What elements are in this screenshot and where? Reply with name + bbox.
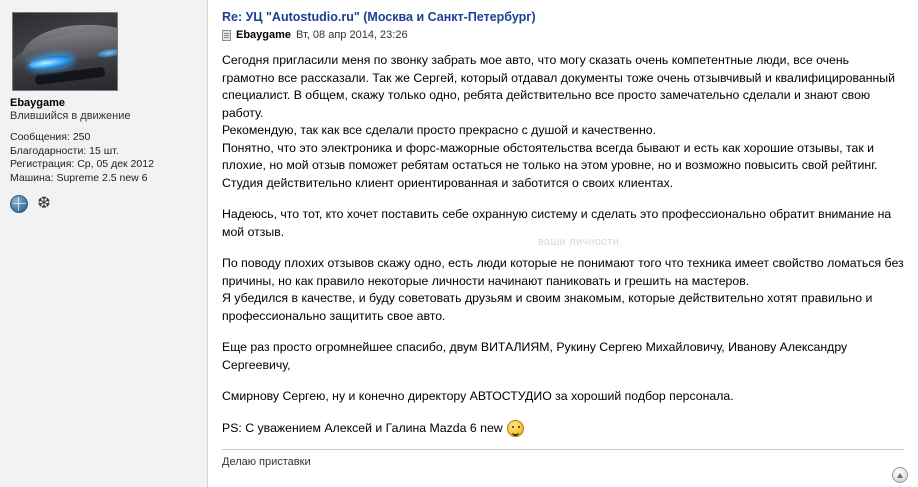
thumbs-up-smiley-icon	[507, 420, 524, 437]
post-meta-author[interactable]: Ebaygame	[236, 29, 292, 41]
snowflake-icon[interactable]: ❆	[37, 195, 51, 212]
author-icons	[10, 195, 197, 213]
post-title[interactable]: Re: УЦ "Autostudio.ru" (Москва и Санкт-Петербург)	[222, 10, 536, 24]
author-name[interactable]: Ebaygame	[10, 97, 66, 109]
post-paragraph: По поводу плохих отзывов скажу одно, есть люди которые не понимают того что техника имеет свойство ломаться без причины, но как правило некоторые личности начинают паниковать и грешить на мастеров.	[222, 256, 904, 288]
scroll-to-top-icon[interactable]	[892, 467, 908, 483]
author-stat-car: Машина: Supreme 2.5 new 6	[10, 171, 148, 184]
post-paragraph: Рекомендую, так как все сделали просто прекрасно с душой и качественно.	[222, 123, 657, 137]
celebration-animation-icon	[908, 320, 918, 392]
author-rank: Влившийся в движение	[10, 110, 131, 122]
post-paragraph: Еще раз просто огромнейшее спасибо, двум ВИТАЛИЯМ, Рукину Сергею Михайловичу, Иванову Александру Сергеевичу,	[222, 340, 848, 372]
post-footer	[892, 467, 908, 483]
post-meta	[222, 29, 904, 41]
author-stats	[10, 131, 197, 185]
author-stat-registration: Регистрация: Ср, 05 дек 2012	[10, 158, 154, 170]
post-meta-date: Вт, 08 апр 2014, 23:26	[296, 29, 408, 41]
avatar	[12, 12, 118, 91]
post-ps-line	[222, 420, 904, 438]
post-paragraph: Смирнову Сергею, ну и конечно директору АВТОСТУДИО за хороший подбор персонала.	[222, 389, 734, 403]
post-paragraph: Сегодня пригласили меня по звонку забрать мое авто, что могу сказать очень компетентные люди, все очень грамотно все рассказали. Так же Сергей, который отдавал документы тоже очень отзывчивый и квалифицированный специалист. В общем, скажу только одно, ребята действительно все просто замечательно сделали и знают свою работу.	[222, 53, 895, 120]
globe-icon[interactable]	[10, 195, 28, 213]
author-stat-messages: Сообщения: 250	[10, 131, 91, 143]
post-paragraph: Студия действительно клиент ориентированная и заботится о своих клиентах.	[222, 175, 674, 190]
author-signature: Делаю приставки	[222, 456, 311, 468]
post-paragraph: Надеюсь, что тот, кто хочет поставить себе охранную систему и сделать это профессионально обратит внимание на мой отзыв.	[222, 207, 892, 239]
post-paragraph: Понятно, что это электроника и форс-мажорные обстоятельства всегда бывают и есть как хорошие отзывы, так и плохие, но мой отзыв поможет ребятам остаться не только на этом уровне, но и возможно повысить свой рейтинг.	[222, 140, 878, 172]
post-ps-text: PS: С уважением Алексей и Галина Mazda 6 new	[222, 420, 503, 435]
post-content-panel	[208, 0, 918, 487]
author-stat-thanks: Благодарности: 15 шт.	[10, 144, 119, 157]
post-icon[interactable]	[222, 30, 231, 41]
post-paragraph: Я убедился в качестве, и буду советовать друзьям и своим знакомым, которые действительно хотят правильно и профессионально защитить свое авто.	[222, 291, 873, 323]
watermark-text: ваши личности	[538, 236, 619, 248]
post-author-panel	[0, 0, 208, 487]
post-body	[222, 52, 904, 437]
